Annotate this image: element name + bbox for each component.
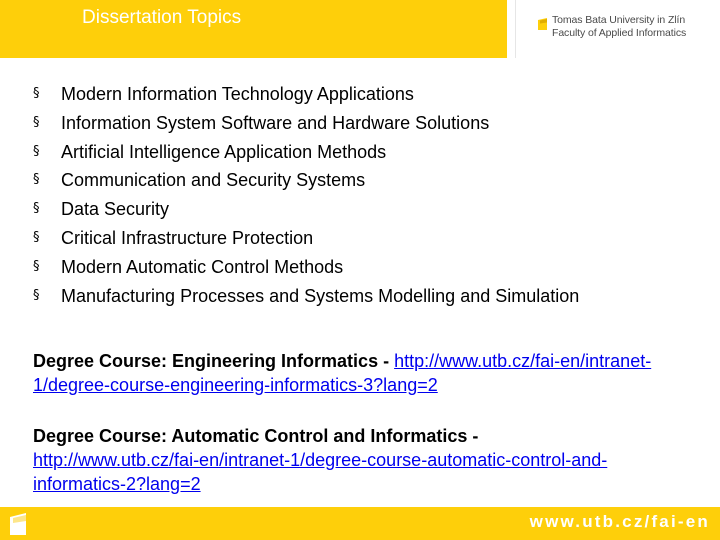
topic-text: Communication and Security Systems <box>61 170 366 191</box>
bullet-icon: § <box>33 114 40 130</box>
slide-title: Dissertation Topics <box>82 7 242 28</box>
topic-text: Critical Infrastructure Protection <box>61 227 314 248</box>
topic-text: Modern Automatic Control Methods <box>61 256 344 277</box>
topic-text: Modern Information Technology Applications <box>61 84 414 104</box>
topic-text: Data Security <box>61 199 170 220</box>
utb-footer-icon <box>9 512 27 536</box>
course-link[interactable]: http://www.utb.cz/fai-en/intranet-1/degree-course-engineering-informatics-3?lang=2 <box>33 351 652 395</box>
bullet-icon: § <box>33 172 40 188</box>
topic-text: Artificial Intelligence Application Methods <box>61 141 387 162</box>
utb-logo-icon <box>537 17 548 31</box>
bullet-icon: § <box>33 287 40 303</box>
university-logo-text <box>552 14 686 40</box>
bullet-icon: § <box>33 229 40 245</box>
logo-university-name: Tomas Bata University in Zlín <box>552 14 686 26</box>
course-separator: - <box>378 351 395 371</box>
course-automatic-control-informatics <box>33 424 693 496</box>
bullet-icon: § <box>33 143 40 159</box>
bullet-icon: § <box>33 258 40 274</box>
topic-text: Information System Software and Hardware Solutions <box>61 112 490 133</box>
footer-url: www.utb.cz/fai-en <box>529 512 710 531</box>
course-separator: - <box>467 426 479 446</box>
bullet-icon: § <box>33 201 40 217</box>
bullet-icon: § <box>33 86 40 101</box>
topic-text: Manufacturing Processes and Systems Modelling and Simulation <box>61 285 580 306</box>
logo-faculty-name: Faculty of Applied Informatics <box>552 27 687 39</box>
course-name: Degree Course: Engineering Informatics <box>33 351 379 371</box>
course-engineering-informatics <box>33 349 693 397</box>
course-name: Degree Course: Automatic Control and Informatics <box>33 426 468 446</box>
header-bar <box>0 0 507 58</box>
course-link[interactable]: http://www.utb.cz/fai-en/intranet-1/degree-course-automatic-control-and-informatics-2?lang=2 <box>33 450 608 494</box>
